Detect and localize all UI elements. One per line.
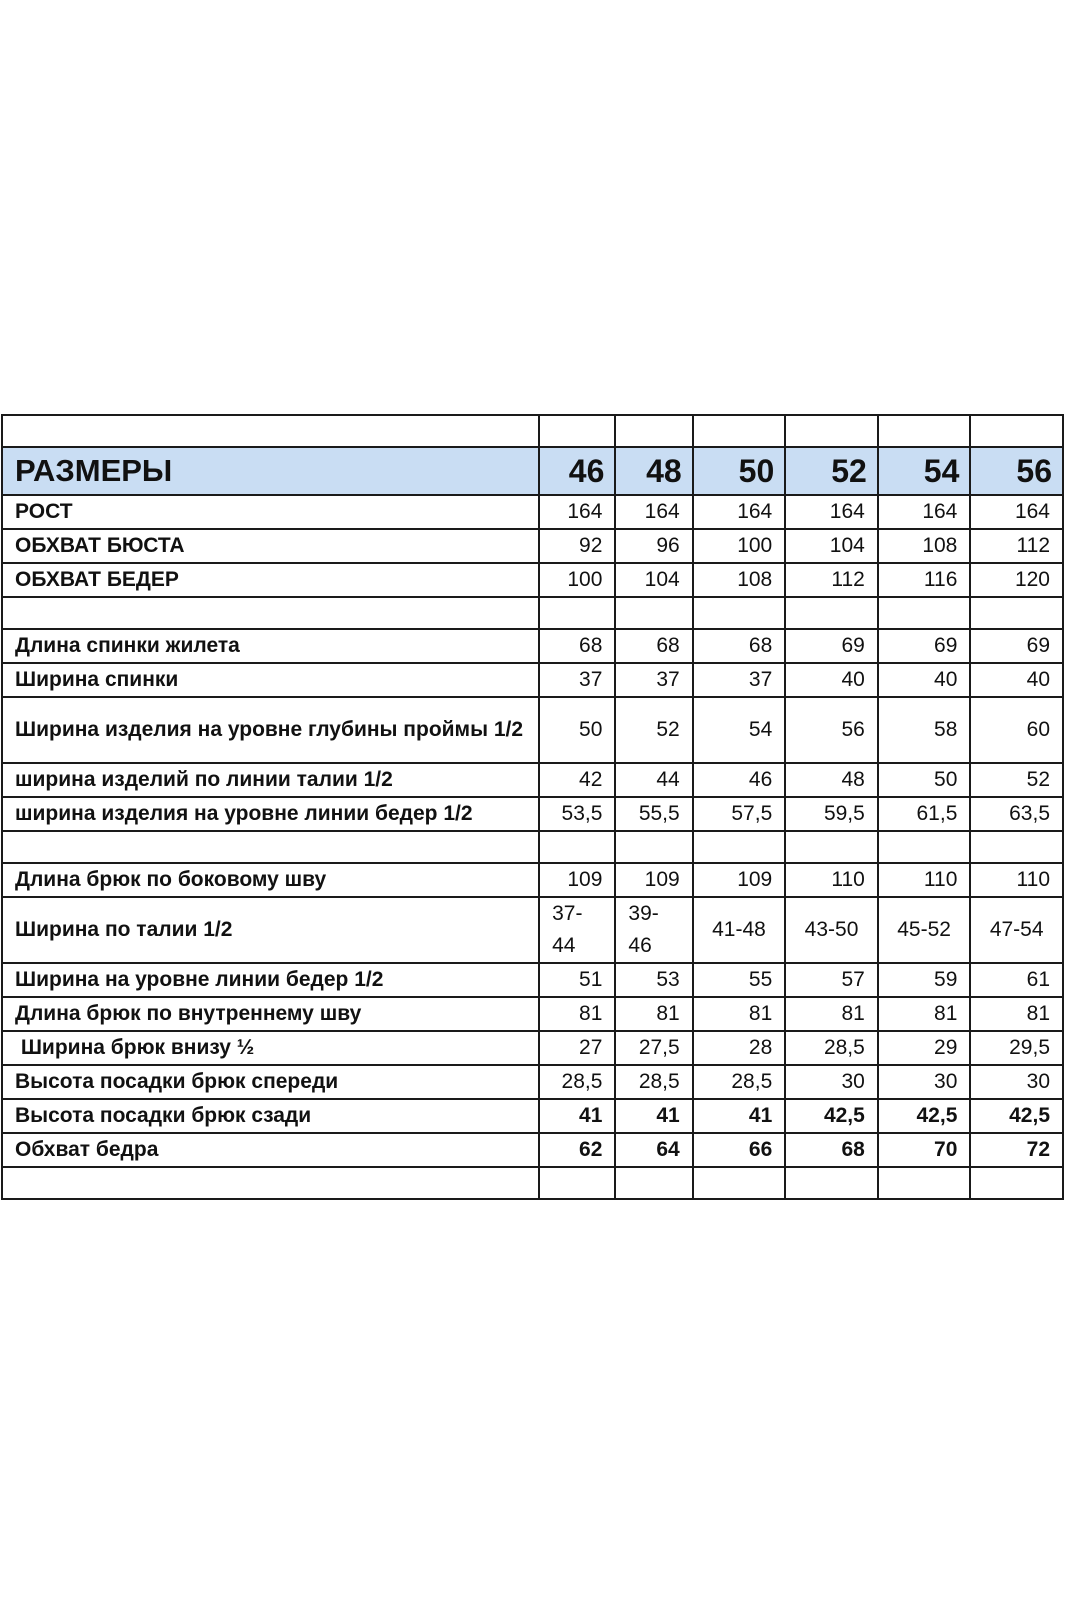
value-cell: 61: [970, 963, 1063, 997]
value-cell: 37: [615, 663, 692, 697]
row-label: ОБХВАТ БЕДЕР: [2, 563, 539, 597]
table-row-inseam: [2, 997, 1063, 1031]
value-cell: 41: [615, 1099, 692, 1133]
value-cell: 57: [785, 963, 878, 997]
empty-row: [2, 831, 1063, 863]
value-cell: 69: [878, 629, 971, 663]
value-cell: 47-54: [970, 897, 1063, 963]
value-cell: 41-48: [693, 897, 786, 963]
empty-row: [2, 1167, 1063, 1199]
table-row-bust: [2, 529, 1063, 563]
row-label: Ширина на уровне линии бедер 1/2: [2, 963, 539, 997]
row-label: ширина изделия на уровне линии бедер 1/2: [2, 797, 539, 831]
value-cell: 55,5: [615, 797, 692, 831]
value-cell: 42,5: [878, 1099, 971, 1133]
value-cell: 104: [615, 563, 692, 597]
value-cell: 52: [615, 697, 692, 763]
size-header-cell: 52: [785, 447, 878, 495]
value-cell: 109: [693, 863, 786, 897]
value-cell: 55: [693, 963, 786, 997]
value-cell: 81: [785, 997, 878, 1031]
value-cell: 28,5: [615, 1065, 692, 1099]
value-cell: 66: [693, 1133, 786, 1167]
table-row-back-rise: [2, 1099, 1063, 1133]
table-row-hem-width: [2, 1031, 1063, 1065]
size-chart-table: [1, 414, 1064, 1200]
value-cell: 29,5: [970, 1031, 1063, 1065]
value-cell: 96: [615, 529, 692, 563]
value-cell: 109: [539, 863, 615, 897]
value-cell: 164: [785, 495, 878, 529]
table-row-waist-width: [2, 763, 1063, 797]
value-cell: 64: [615, 1133, 692, 1167]
size-header-cell: 46: [539, 447, 615, 495]
value-cell: 28,5: [539, 1065, 615, 1099]
value-cell: 45-52: [878, 897, 971, 963]
table-row-back-width: [2, 663, 1063, 697]
value-cell: 50: [878, 763, 971, 797]
value-cell: 56: [785, 697, 878, 763]
value-cell: 68: [693, 629, 786, 663]
value-cell: 164: [615, 495, 692, 529]
value-cell: 100: [539, 563, 615, 597]
value-cell: 40: [970, 663, 1063, 697]
row-label: Обхват бедра: [2, 1133, 539, 1167]
value-cell: 60: [970, 697, 1063, 763]
value-cell: 108: [878, 529, 971, 563]
row-label: Ширина спинки: [2, 663, 539, 697]
value-cell: 37: [539, 663, 615, 697]
value-cell: 164: [693, 495, 786, 529]
value-cell: 164: [539, 495, 615, 529]
table-row-trousers-hip: [2, 963, 1063, 997]
value-cell: 70: [878, 1133, 971, 1167]
value-cell: 39-46: [615, 897, 692, 963]
value-cell: 57,5: [693, 797, 786, 831]
value-cell: 41: [539, 1099, 615, 1133]
value-cell: 116: [878, 563, 971, 597]
value-cell: 27,5: [615, 1031, 692, 1065]
table-row-hip-line-width: [2, 797, 1063, 831]
value-cell: 63,5: [970, 797, 1063, 831]
value-cell: 109: [615, 863, 692, 897]
value-cell: 110: [970, 863, 1063, 897]
value-cell: 54: [693, 697, 786, 763]
value-cell: 69: [785, 629, 878, 663]
size-header-cell: 50: [693, 447, 786, 495]
value-cell: 27: [539, 1031, 615, 1065]
value-cell: 59: [878, 963, 971, 997]
value-cell: 68: [539, 629, 615, 663]
value-cell: 52: [970, 763, 1063, 797]
value-cell: 37-44: [539, 897, 615, 963]
row-label: Длина брюк по внутреннему шву: [2, 997, 539, 1031]
table-row-front-rise: [2, 1065, 1063, 1099]
value-cell: 30: [785, 1065, 878, 1099]
value-cell: 61,5: [878, 797, 971, 831]
value-cell: 68: [785, 1133, 878, 1167]
value-cell: 29: [878, 1031, 971, 1065]
value-cell: 108: [693, 563, 786, 597]
row-label: Ширина по талии 1/2: [2, 897, 539, 963]
value-cell: 81: [615, 997, 692, 1031]
value-cell: 43-50: [785, 897, 878, 963]
value-cell: 72: [970, 1133, 1063, 1167]
value-cell: 120: [970, 563, 1063, 597]
value-cell: 51: [539, 963, 615, 997]
value-cell: 100: [693, 529, 786, 563]
value-cell: 40: [785, 663, 878, 697]
row-label: Ширина изделия на уровне глубины проймы 1/2: [2, 697, 539, 763]
value-cell: 110: [878, 863, 971, 897]
value-cell: 62: [539, 1133, 615, 1167]
sizes-header-label: РАЗМЕРЫ: [2, 447, 539, 495]
table-row-trousers-waist: [2, 897, 1063, 963]
row-label: РОСТ: [2, 495, 539, 529]
value-cell: 30: [878, 1065, 971, 1099]
value-cell: 37: [693, 663, 786, 697]
value-cell: 30: [970, 1065, 1063, 1099]
value-cell: 112: [970, 529, 1063, 563]
row-label: Ширина брюк внизу ½: [2, 1031, 539, 1065]
value-cell: 58: [878, 697, 971, 763]
value-cell: 59,5: [785, 797, 878, 831]
table-row-vest-back-length: [2, 629, 1063, 663]
sizes-header-row: [2, 447, 1063, 495]
table-row-thigh: [2, 1133, 1063, 1167]
value-cell: 28,5: [785, 1031, 878, 1065]
table-row-armhole-width: [2, 697, 1063, 763]
value-cell: 53,5: [539, 797, 615, 831]
value-cell: 48: [785, 763, 878, 797]
row-label: Высота посадки брюк сзади: [2, 1099, 539, 1133]
row-label: ОБХВАТ БЮСТА: [2, 529, 539, 563]
value-cell: 46: [693, 763, 786, 797]
row-label: Длина спинки жилета: [2, 629, 539, 663]
value-cell: 44: [615, 763, 692, 797]
value-cell: 40: [878, 663, 971, 697]
value-cell: 112: [785, 563, 878, 597]
row-label: ширина изделий по линии талии 1/2: [2, 763, 539, 797]
value-cell: 81: [878, 997, 971, 1031]
value-cell: 81: [539, 997, 615, 1031]
value-cell: 81: [970, 997, 1063, 1031]
value-cell: 42: [539, 763, 615, 797]
value-cell: 50: [539, 697, 615, 763]
size-header-cell: 54: [878, 447, 971, 495]
value-cell: 164: [878, 495, 971, 529]
table-row-height: [2, 495, 1063, 529]
value-cell: 42,5: [785, 1099, 878, 1133]
value-cell: 164: [970, 495, 1063, 529]
value-cell: 42,5: [970, 1099, 1063, 1133]
value-cell: 41: [693, 1099, 786, 1133]
value-cell: 69: [970, 629, 1063, 663]
value-cell: 28,5: [693, 1065, 786, 1099]
value-cell: 53: [615, 963, 692, 997]
value-cell: 110: [785, 863, 878, 897]
value-cell: 92: [539, 529, 615, 563]
size-header-cell: 56: [970, 447, 1063, 495]
table-row-trousers-side-length: [2, 863, 1063, 897]
value-cell: 68: [615, 629, 692, 663]
value-cell: 81: [693, 997, 786, 1031]
size-header-cell: 48: [615, 447, 692, 495]
row-label: Высота посадки брюк спереди: [2, 1065, 539, 1099]
row-label: Длина брюк по боковому шву: [2, 863, 539, 897]
value-cell: 104: [785, 529, 878, 563]
empty-row: [2, 415, 1063, 447]
value-cell: 28: [693, 1031, 786, 1065]
table-row-hips: [2, 563, 1063, 597]
empty-row: [2, 597, 1063, 629]
